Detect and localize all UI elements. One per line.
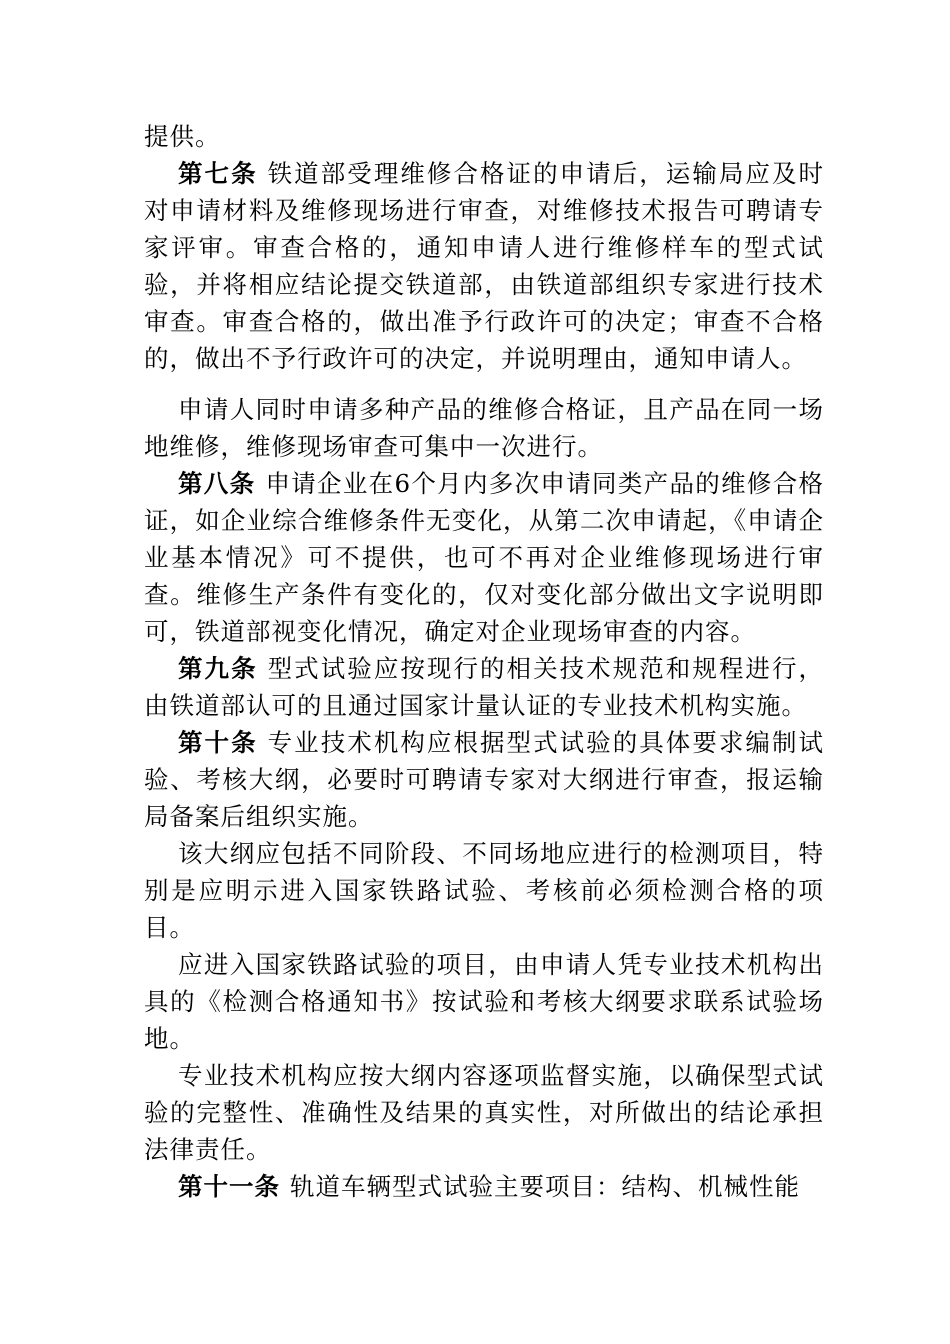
article-heading: 第九条 <box>178 654 258 683</box>
paragraph-text: 提供。 <box>144 122 221 151</box>
article-9 <box>144 650 824 724</box>
paragraph-text: 应进入国家铁路试验的项目，由申请人凭专业技术机构出具的《检测合格通知书》按试验和考核大纲要求联系试验场地。 <box>144 950 824 1053</box>
paragraph-supervision <box>144 1057 824 1168</box>
paragraph-continuation <box>144 118 824 155</box>
paragraph-outline <box>144 835 824 946</box>
article-heading: 第十条 <box>178 728 258 757</box>
article-text: 轨道车辆型式试验主要项目：结构、机械性能 <box>290 1172 800 1201</box>
article-text: 型式试验应按现行的相关技术规范和规程进行，由铁道部认可的且通过国家计量认证的专业技术机构实施。 <box>144 654 825 720</box>
article-8 <box>144 465 824 650</box>
article-heading: 第八条 <box>178 469 256 498</box>
article-11 <box>144 1168 824 1205</box>
paragraph-national-railway-test <box>144 946 824 1057</box>
paragraph-text: 申请人同时申请多种产品的维修合格证，且产品在同一场地维修，维修现场审查可集中一次进行。 <box>144 395 824 461</box>
article-text: 专业技术机构应根据型式试验的具体要求编制试验、考核大纲，必要时可聘请专家对大纲进行审查，报运输局备案后组织实施。 <box>144 728 825 831</box>
paragraph-multi-product <box>144 391 824 465</box>
article-text: 申请企业在6个月内多次申请同类产品的维修合格证，如企业综合维修条件无变化，从第二次申请起，《申请企业基本情况》可不提供，也可不再对企业维修现场进行审查。维修生产条件有变化的，仅对变化部分做出文字说明即可，铁道部视变化情况，确定对企业现场审查的内容。 <box>144 469 825 646</box>
article-heading: 第七条 <box>178 159 258 188</box>
article-text: 铁道部受理维修合格证的申请后，运输局应及时对申请材料及维修现场进行审查，对维修技术报告可聘请专家评审。审查合格的，通知申请人进行维修样车的型式试验，并将相应结论提交铁道部，由铁道部组织专家进行技术审查。审查合格的，做出准予行政许可的决定；审查不合格的，做出不予行政许可的决定，并说明理由，通知申请人。 <box>144 159 825 373</box>
article-7 <box>144 155 824 377</box>
paragraph-text: 该大纲应包括不同阶段、不同场地应进行的检测项目，特别是应明示进入国家铁路试验、考核前必须检测合格的项目。 <box>144 839 824 942</box>
article-heading: 第十一条 <box>178 1172 280 1201</box>
paragraph-text: 专业技术机构应按大纲内容逐项监督实施，以确保型式试验的完整性、准确性及结果的真实性，对所做出的结论承担法律责任。 <box>144 1061 824 1164</box>
article-10 <box>144 724 824 835</box>
document-body <box>144 118 824 1205</box>
